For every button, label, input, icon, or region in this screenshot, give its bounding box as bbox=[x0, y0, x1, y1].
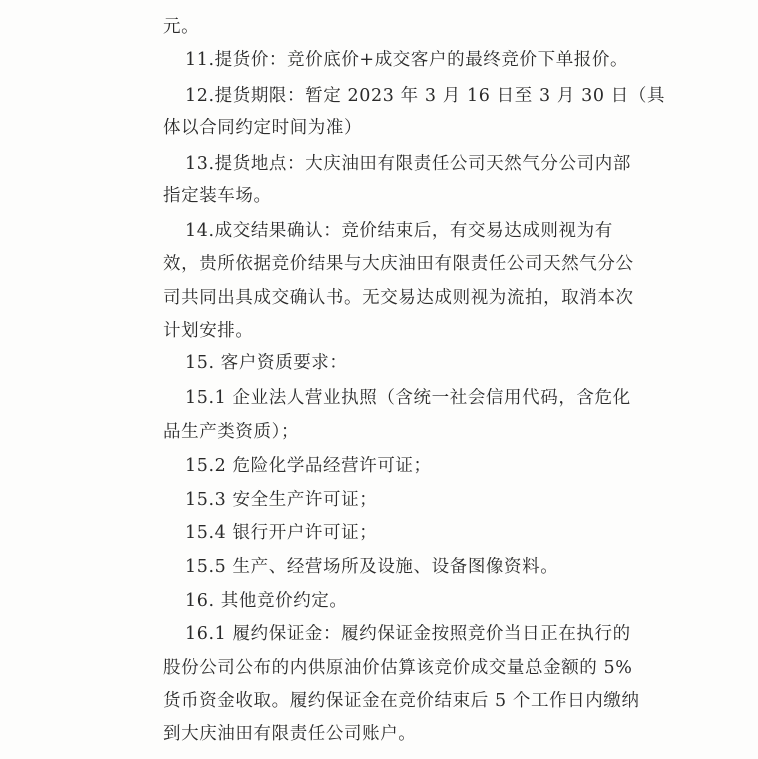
line-text: 15.1 企业法人营业执照（含统一社会信用代码，含危化 bbox=[185, 388, 631, 408]
text-line bbox=[0, 12, 758, 42]
text-line bbox=[0, 249, 758, 279]
text-line bbox=[0, 81, 758, 111]
line-text: 指定装车场。 bbox=[163, 186, 272, 206]
text-line bbox=[0, 619, 758, 649]
line-text: 股份公司公布的内供原油价估算该竞价成交量总金额的 5% bbox=[163, 658, 633, 678]
text-line bbox=[0, 316, 758, 346]
text-line bbox=[0, 383, 758, 413]
line-text: 货币资金收取。履约保证金在竞价结束后 5 个工作日内缴纳 bbox=[163, 691, 640, 711]
text-line bbox=[0, 719, 758, 749]
line-text: 15.3 安全生产许可证； bbox=[185, 490, 378, 510]
line-text: 体以合同约定时间为准） bbox=[163, 118, 363, 138]
text-line bbox=[0, 149, 758, 179]
line-text: 到大庆油田有限责任公司账户。 bbox=[163, 724, 417, 744]
text-line bbox=[0, 485, 758, 515]
line-text: 12.提货期限：暂定 2023 年 3 月 16 日至 3 月 30 日（具 bbox=[185, 86, 666, 106]
line-text: 16.1 履约保证金：履约保证金按照竞价当日正在执行的 bbox=[185, 624, 631, 644]
text-line bbox=[0, 686, 758, 716]
line-text: 元。 bbox=[163, 17, 200, 37]
text-line bbox=[0, 45, 758, 75]
text-line bbox=[0, 181, 758, 211]
line-text: 13.提货地点：大庆油田有限责任公司天然气分公司内部 bbox=[185, 154, 631, 174]
line-text: 16. 其他竞价约定。 bbox=[185, 591, 348, 611]
line-text: 品生产类资质）； bbox=[163, 422, 300, 442]
line-text: 司共同出具成交确认书。无交易达成则视为流拍，取消本次 bbox=[163, 288, 634, 308]
line-text: 15. 客户资质要求： bbox=[185, 353, 348, 373]
line-text: 效，贵所依据竞价结果与大庆油田有限责任公司天然气分公 bbox=[163, 254, 634, 274]
text-line bbox=[0, 451, 758, 481]
line-text: 15.5 生产、经营场所及设施、设备图像资料。 bbox=[185, 557, 559, 577]
text-line bbox=[0, 283, 758, 313]
text-line bbox=[0, 348, 758, 378]
text-line bbox=[0, 653, 758, 683]
text-line bbox=[0, 216, 758, 246]
line-text: 15.2 危险化学品经营许可证； bbox=[185, 456, 432, 476]
line-text: 14.成交结果确认：竞价结束后，有交易达成则视为有 bbox=[185, 221, 613, 241]
text-line bbox=[0, 417, 758, 447]
text-line bbox=[0, 113, 758, 143]
line-text: 11.提货价：竞价底价+成交客户的最终竞价下单报价。 bbox=[185, 50, 629, 70]
line-text: 15.4 银行开户许可证； bbox=[185, 523, 378, 543]
text-line bbox=[0, 586, 758, 616]
text-line bbox=[0, 518, 758, 548]
line-text: 计划安排。 bbox=[163, 321, 254, 341]
text-line bbox=[0, 552, 758, 582]
